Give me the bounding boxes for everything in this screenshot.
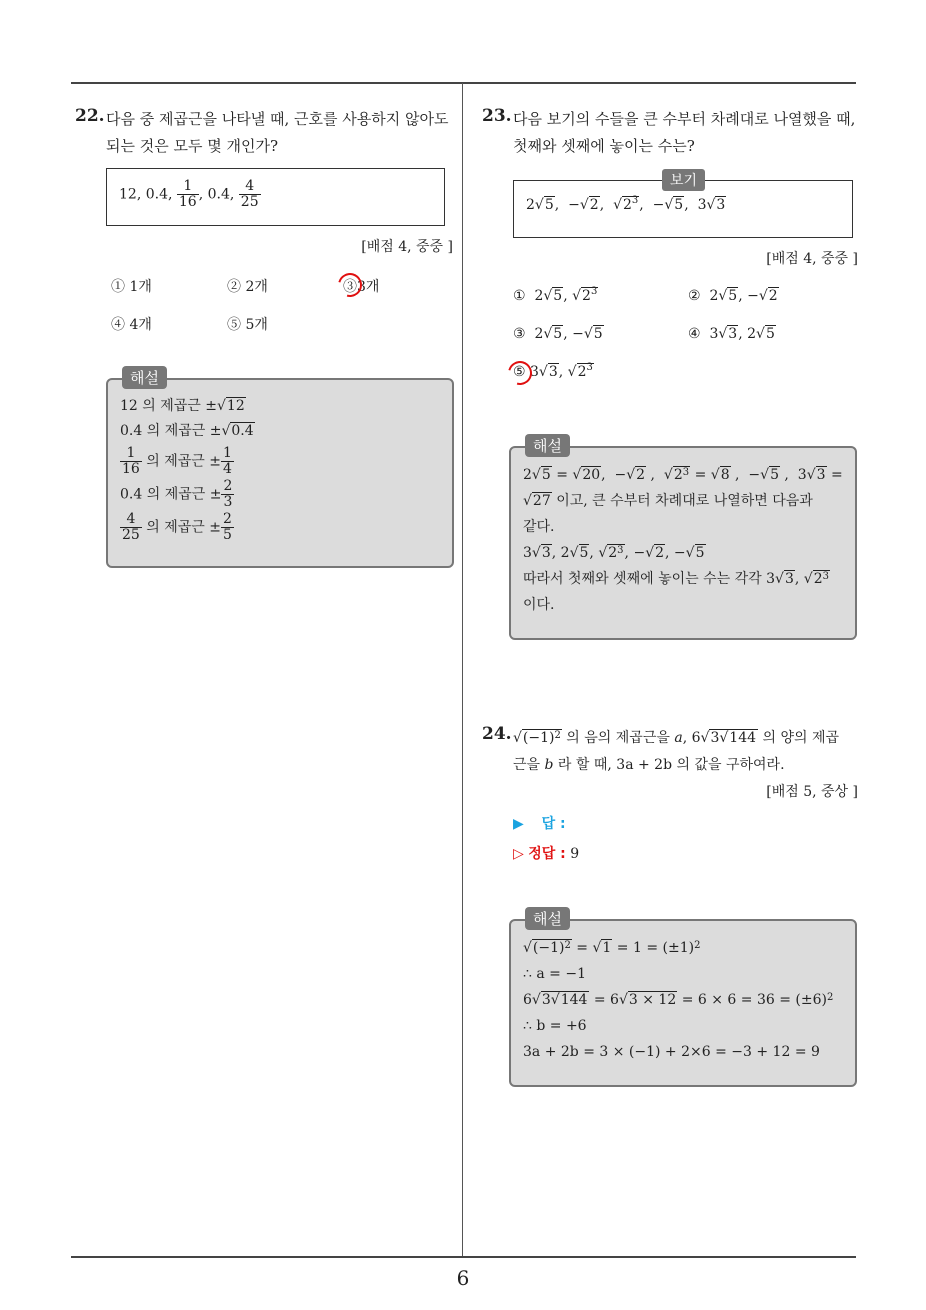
fraction bbox=[177, 179, 199, 210]
solution-line: $\frac{4}{25}$ 의 제곱근 ± $\frac{2}{5}$ bbox=[122, 511, 232, 543]
choice-4[interactable]: ④ 3√3, 2√5 bbox=[688, 326, 775, 342]
column-divider bbox=[462, 83, 463, 1258]
score-label: [배점 4, 중중 ] bbox=[766, 251, 858, 267]
bogi-tag: 보기 bbox=[662, 169, 705, 191]
outline-triangle-icon: ▷ bbox=[513, 846, 524, 862]
box-item: 0.4, bbox=[145, 186, 173, 203]
box-item: 12, bbox=[119, 186, 142, 203]
solution-line: √27 이고, 큰 수부터 차례대로 나열하면 다음과 bbox=[523, 493, 813, 509]
denominator: 25 bbox=[240, 194, 259, 210]
solution-line: 따라서 첫째와 셋째에 놓이는 수는 각각 3√3, $√2^3$ bbox=[523, 571, 829, 587]
question-text-line: 근을 b 라 할 때, 3a + 2b 의 값을 구하여라. bbox=[513, 757, 785, 773]
choice-1[interactable]: ① 1개 bbox=[111, 279, 152, 295]
solution-tag: 해설 bbox=[525, 434, 570, 457]
choice-3[interactable] bbox=[343, 276, 379, 296]
answer-choices bbox=[106, 276, 453, 352]
question-text-line: $√(-1)^2$ 의 음의 제곱근을 a, 6√3√144 의 양의 제곱 bbox=[513, 730, 839, 746]
score-label: [배점 4, 중중 ] bbox=[361, 239, 453, 255]
solution-body bbox=[511, 448, 855, 628]
red-circle-mark-icon bbox=[334, 269, 367, 302]
solution-line: 같다. bbox=[523, 519, 555, 535]
choice-4[interactable]: ④ 4개 bbox=[111, 317, 152, 333]
answer-line bbox=[513, 809, 858, 839]
solution-tag: 해설 bbox=[122, 366, 167, 389]
question-text bbox=[513, 100, 858, 160]
question-text-line: 되는 것은 모두 몇 개인가? bbox=[106, 137, 279, 155]
solution-box bbox=[509, 910, 857, 1087]
left-column bbox=[71, 100, 453, 568]
solution-body bbox=[511, 921, 855, 1075]
bogi-box: 보기 2√5, −√2, $√2^3$, −√5, 3√3 bbox=[513, 180, 853, 238]
solution-line: 0.4̇ 의 제곱근 ± $\frac{2}{3}$ bbox=[120, 478, 233, 510]
solution-body bbox=[108, 380, 452, 555]
choice-label: 3개 bbox=[357, 279, 380, 295]
choice-5[interactable]: ⑤ 3√3, $√2^3$ bbox=[513, 364, 594, 380]
question-22 bbox=[71, 100, 453, 568]
correct-label: 정답 : bbox=[528, 846, 566, 862]
solution-line: $6√3√144 = 6√3 \times 12 = 6 \times 6 = 36 = (\pm 6)^2$ bbox=[523, 992, 834, 1008]
choice-1[interactable]: ① 2√5, $√2^3$ bbox=[513, 286, 598, 304]
question-text bbox=[513, 718, 858, 779]
question-text bbox=[106, 100, 453, 160]
solution-line: ∴ b = +6 bbox=[523, 1018, 587, 1034]
question-text-line: 첫째와 셋째에 놓이는 수는? bbox=[513, 137, 695, 155]
choice-number: ③ bbox=[343, 279, 357, 295]
correct-answer-line bbox=[513, 839, 858, 869]
bottom-rule bbox=[71, 1256, 856, 1258]
solution-tag: 해설 bbox=[525, 907, 570, 930]
question-number: 24. bbox=[482, 724, 512, 744]
solution-line: $√(-1)^2 = √1 = 1 = (\pm 1)^2$ bbox=[523, 940, 701, 956]
score-label: [배점 5, 중상 ] bbox=[766, 784, 858, 800]
answer-label: 답 : bbox=[541, 816, 566, 832]
answer-choices bbox=[513, 288, 858, 404]
question-text-line: 다음 보기의 수들을 큰 수부터 차례대로 나열했을 때, bbox=[513, 110, 856, 128]
question-number: 22. bbox=[75, 106, 105, 126]
numerator: 1 bbox=[177, 179, 199, 195]
solution-line: 0.4 의 제곱근 ±√0.4 bbox=[120, 423, 254, 439]
question-24 bbox=[478, 718, 858, 1087]
numerator: 4 bbox=[239, 179, 261, 195]
question-23 bbox=[478, 100, 858, 640]
right-column bbox=[478, 100, 858, 1087]
question-text-line: 다음 중 제곱근을 나타낼 때, 근호를 사용하지 않아도 bbox=[106, 110, 449, 128]
fraction bbox=[239, 179, 261, 210]
choice-3[interactable]: ③ 2√5, −√5 bbox=[513, 326, 603, 342]
solution-box bbox=[509, 437, 857, 640]
play-triangle-icon: ▶ bbox=[513, 816, 524, 832]
answer-area bbox=[513, 809, 858, 869]
solution-line: 2√5 = √20, −√2 , $√2^3 = √8$ , −√5 , 3√3 = bbox=[523, 467, 843, 483]
solution-box bbox=[106, 369, 454, 568]
page-number: 6 bbox=[456, 1266, 470, 1290]
box-item: 0.4̇, bbox=[207, 186, 235, 203]
solution-line: 이다. bbox=[523, 597, 555, 613]
solution-line: 3a + 2b = 3 × (−1) + 2×6 = −3 + 12 = 9 bbox=[523, 1044, 820, 1060]
question-number: 23. bbox=[482, 106, 512, 126]
top-rule bbox=[71, 82, 856, 84]
solution-line: $\frac{1}{16}$ 의 제곱근 ± $\frac{1}{4}$ bbox=[122, 445, 232, 477]
solution-line: 3√3, 2√5, $√2^3$, −√2, −√5 bbox=[523, 545, 705, 561]
choice-5[interactable]: ⑤ 5개 bbox=[227, 317, 268, 333]
red-circle-mark-icon bbox=[504, 357, 537, 390]
choice-2[interactable]: ② 2√5, −√2 bbox=[688, 288, 778, 304]
solution-line: 12 의 제곱근 ±√12 bbox=[120, 398, 245, 414]
denominator: 16 bbox=[178, 194, 197, 210]
given-numbers-box: 12, 0.4, $\frac{1}{16}$ , 0.4̇, $\frac{4}{25}$ bbox=[106, 168, 445, 226]
correct-value: 9 bbox=[570, 846, 580, 862]
solution-line: ∴ a = −1 bbox=[523, 966, 586, 982]
choice-2[interactable]: ② 2개 bbox=[227, 279, 268, 295]
